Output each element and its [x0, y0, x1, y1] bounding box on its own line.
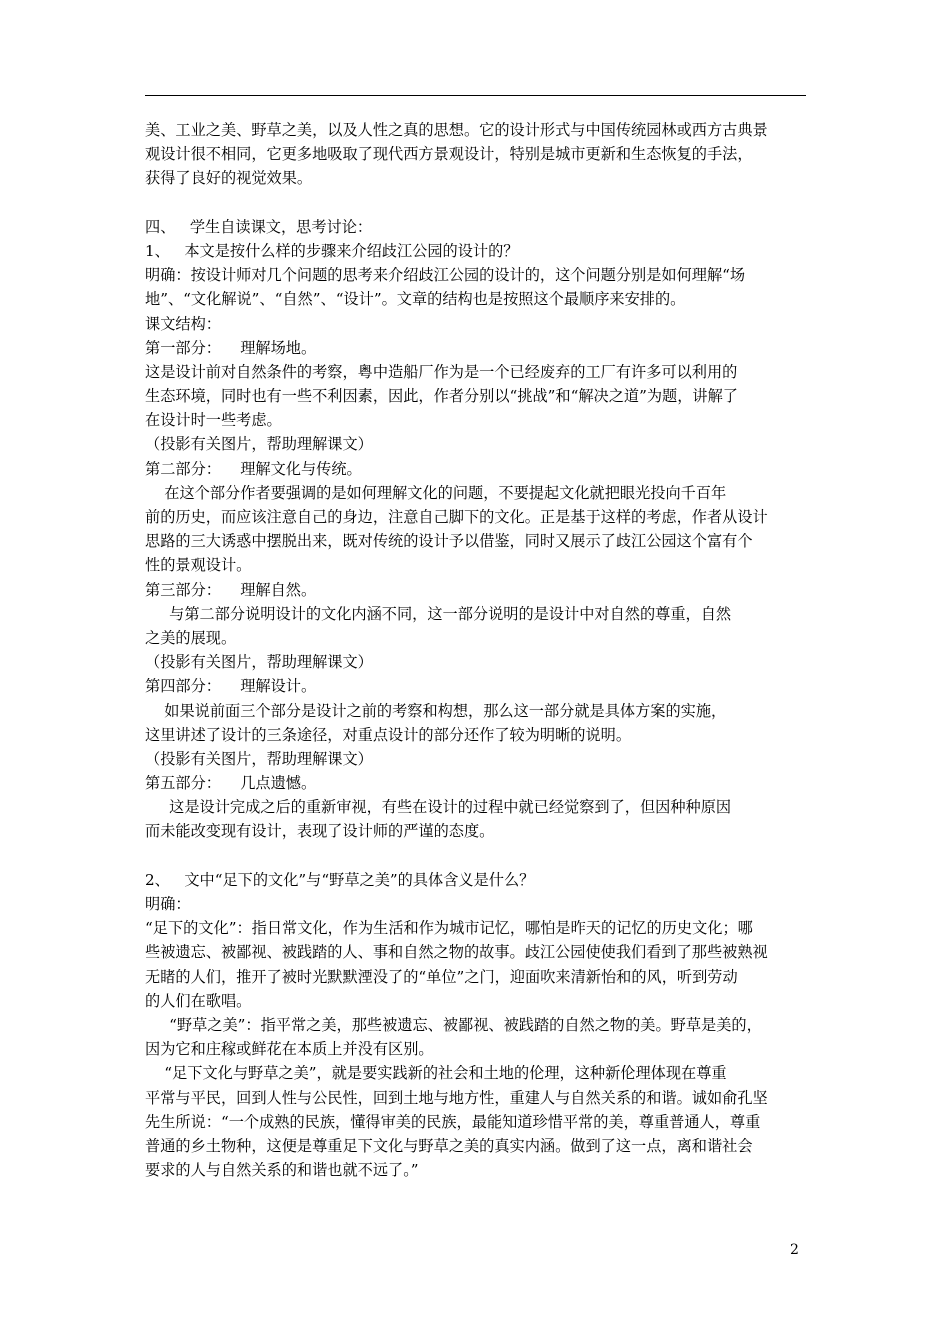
text-line: 明确：	[145, 895, 191, 913]
text-line: 些被遗忘、被鄙视、被践踏的人、事和自然之物的故事。歧江公园使使我们看到了那些被熟视	[145, 943, 768, 962]
text-line: 2、 文中“足下的文化”与“野草之美”的具体含义是什么？	[145, 870, 535, 889]
text-line: 明确：按设计师对几个问题的思考来介绍歧江公园的设计的，这个问题分别是如何理解“场	[145, 266, 746, 285]
text-line: 性的景观设计。	[145, 556, 252, 575]
text-line: 这是设计完成之后的重新审视，有些在设计的过程中就已经觉察到了，但因种种原因	[145, 798, 732, 817]
text-line: 地”、“文化解说”、“自然”、“设计”。文章的结构也是按照这个最顺序来安排的。	[145, 290, 686, 309]
text-line: 这是设计前对自然条件的考察，粤中造船厂作为是一个已经废弃的工厂有许多可以利用的	[145, 362, 738, 381]
text-line: 第二部分： 理解文化与传统。	[145, 459, 362, 478]
text-line: 在设计时一些考虑。	[145, 411, 282, 430]
text-line: 因为它和庄稼或鲜花在本质上并没有区别。	[145, 1040, 434, 1059]
text-line: 课文结构：	[145, 314, 221, 333]
text-line: 1、 本文是按什么样的步骤来介绍歧江公园的设计的？	[145, 241, 519, 260]
header-rule	[145, 95, 806, 96]
text-line: 思路的三大诱惑中摆脱出来，既对传统的设计予以借鉴，同时又展示了歧江公园这个富有个	[145, 532, 753, 551]
text-line: 四、 学生自读课文，思考讨论：	[145, 217, 373, 236]
text-line: 而未能改变现有设计，表现了设计师的严谨的态度。	[145, 822, 495, 841]
text-line: “野草之美”：指平常之美，那些被遗忘、被鄙视、被践踏的自然之物的美。野草是美的，	[145, 1015, 762, 1034]
text-line: 前的历史，而应该注意自己的身边，注意自己脚下的文化。正是基于这样的考虑，作者从设计	[145, 508, 768, 526]
text-line: 美、工业之美、野草之美，以及人性之真的思想。它的设计形式与中国传统园林或西方古典景	[145, 121, 768, 139]
text-line: 生态环境，同时也有一些不利因素，因此，作者分别以“挑战”和“解决之道”为题，讲解了	[145, 387, 738, 406]
text-line: （投影有关图片，帮助理解课文）	[145, 653, 373, 672]
text-line: 第四部分： 理解设计。	[145, 677, 317, 696]
text-line: 与第二部分说明设计的文化内涵不同，这一部分说明的是设计中对自然的尊重，自然	[145, 604, 732, 623]
text-line: 这里讲述了设计的三条途径，对重点设计的部分还作了较为明晰的说明。	[145, 725, 631, 744]
text-line: 要求的人与自然关系的和谐也就不远了。”	[145, 1161, 419, 1180]
text-line: （投影有关图片，帮助理解课文）	[145, 749, 373, 768]
text-line: 在这个部分作者要强调的是如何理解文化的问题，不要提起文化就把眼光投向千百年	[145, 483, 727, 502]
blank-line	[145, 844, 807, 868]
text-line: 第一部分： 理解场地。	[145, 338, 317, 357]
text-line: 之美的展现。	[145, 628, 237, 647]
text-line: 如果说前面三个部分是设计之前的考察和构想，那么这一部分就是具体方案的实施，	[145, 701, 727, 720]
text-line: 第五部分： 几点遗憾。	[145, 774, 317, 793]
text-line: “足下文化与野草之美”，就是要实践新的社会和土地的伦理，这种新伦理体现在尊重	[145, 1064, 727, 1083]
text-line: 观设计很不相同，它更多地吸取了现代西方景观设计，特别是城市更新和生态恢复的手法，	[145, 145, 753, 164]
document-body	[145, 118, 807, 1182]
page-number: 2	[790, 1242, 799, 1258]
text-line: 的人们在歌唱。	[145, 991, 252, 1010]
text-line: 第三部分： 理解自然。	[145, 580, 317, 599]
text-line: “足下的文化”：指日常文化，作为生活和作为城市记忆，哪怕是昨天的记忆的历史文化；哪	[145, 919, 753, 938]
blank-line	[145, 191, 807, 215]
text-line: 无睹的人们，推开了被时光默默湮没了的“单位”之门，迎面吹来清新怡和的风，听到劳动	[145, 967, 738, 986]
text-line: 先生所说：“一个成熟的民族，懂得审美的民族，最能知道珍惜平常的美，尊重普通人，尊重	[145, 1112, 761, 1131]
text-line: 普通的乡土物种，这便是尊重足下文化与野草之美的真实内涵。做到了这一点，离和谐社会	[145, 1136, 753, 1155]
text-line: 平常与平民，回到人性与公民性，回到土地与地方性，重建人与自然关系的和谐。诚如俞孔坚	[145, 1088, 768, 1107]
text-line: （投影有关图片，帮助理解课文）	[145, 435, 373, 454]
text-line: 获得了良好的视觉效果。	[145, 169, 313, 188]
